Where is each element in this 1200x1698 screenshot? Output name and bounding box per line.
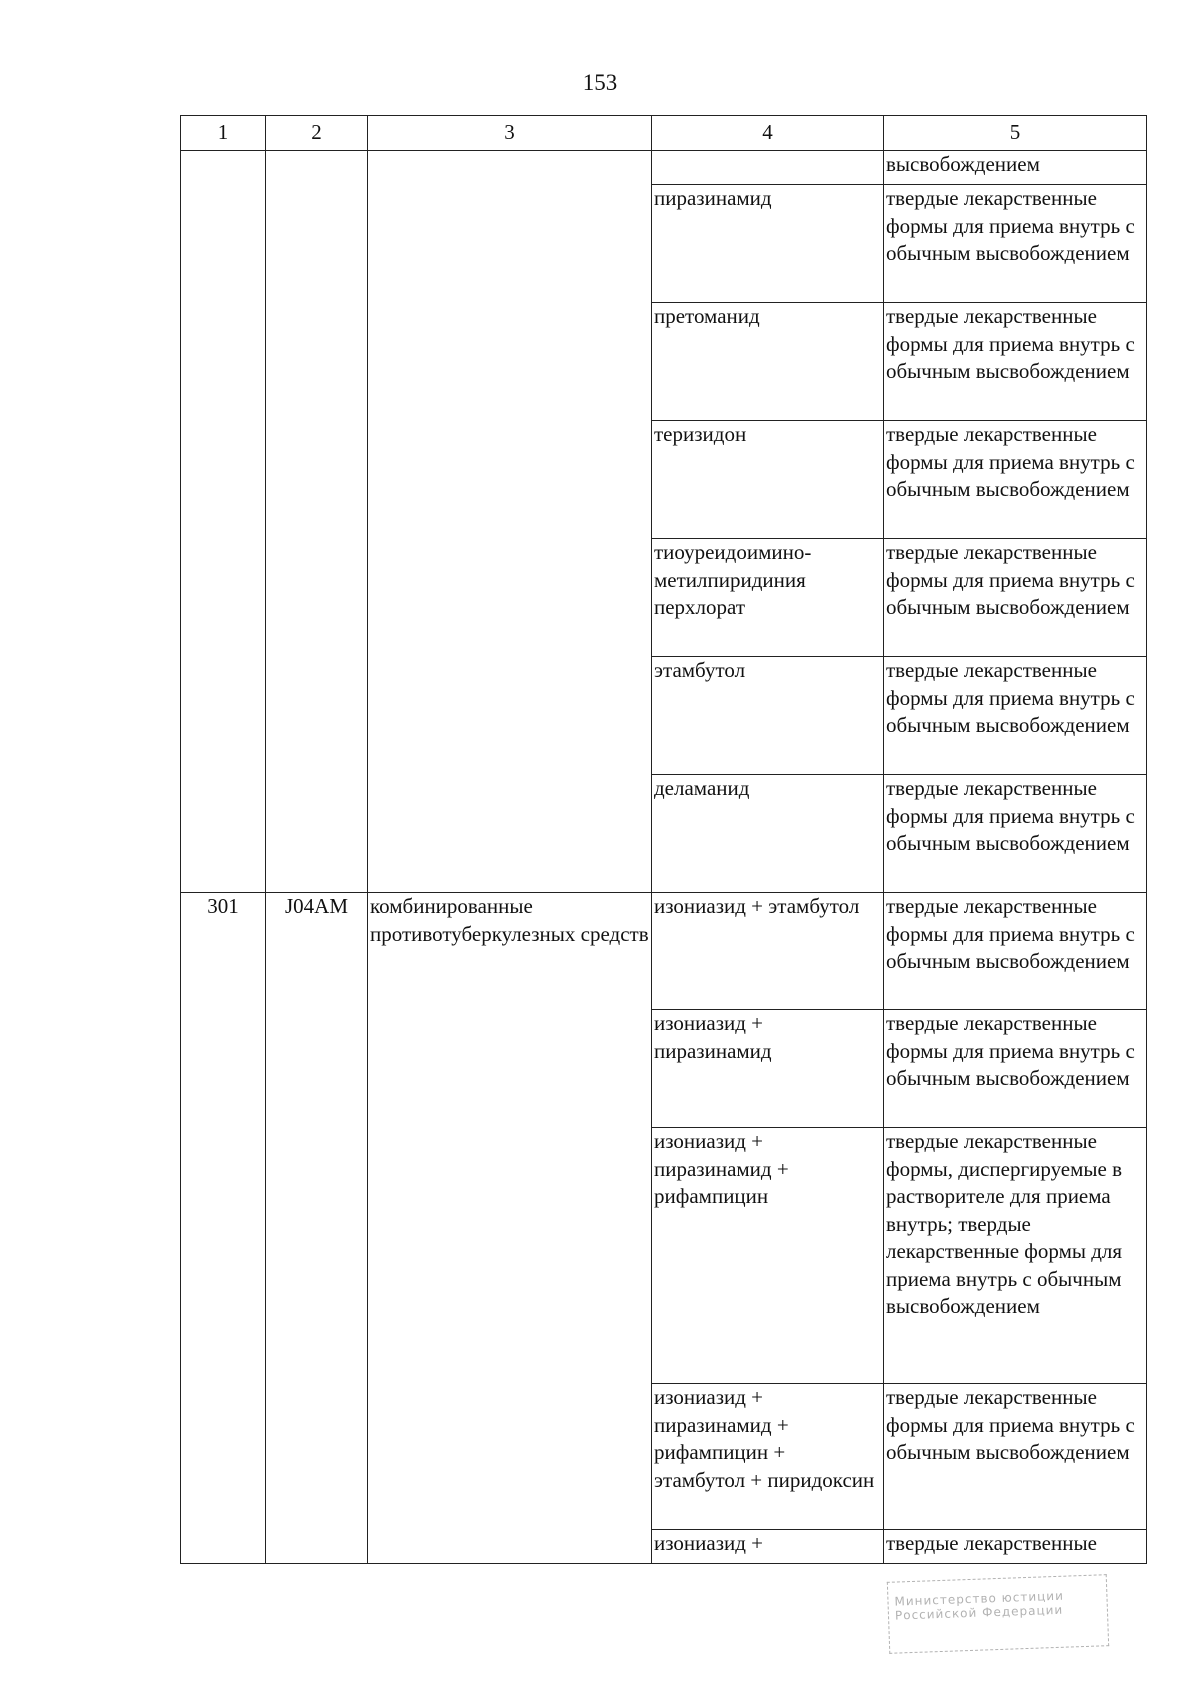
drug-cell — [652, 151, 884, 185]
form-cell: твердые лекарственные формы для приема внутрь с обычным высвобождением — [884, 1384, 1147, 1530]
stamp-line: Российской Федерации — [894, 1602, 1064, 1623]
registration-stamp — [887, 1574, 1109, 1654]
form-cell: твердые лекарственные формы для приема внутрь с обычным высвобождением — [884, 185, 1147, 303]
form-cell: твердые лекарственные формы для приема внутрь с обычным высвобождением — [884, 539, 1147, 657]
form-cell: твердые лекарственные формы для приема внутрь с обычным высвобождением — [884, 303, 1147, 421]
drug-cell: деламанид — [652, 775, 884, 893]
group-name-cell: комбинированные противотуберкулезных средств — [368, 893, 652, 1564]
form-cell: твердые лекарственные формы для приема внутрь с обычным высвобождением — [884, 421, 1147, 539]
atc-code-cell: J04AM — [266, 893, 368, 1564]
cont-num-cell — [181, 151, 266, 893]
page-number: 153 — [582, 70, 618, 95]
cont-code-cell — [266, 151, 368, 893]
table-row — [181, 151, 1147, 185]
form-cell: твердые лекарственные формы, диспергируемые в растворителе для приема внутрь; твердые лекарственные формы для приема внутрь с обычным высвобождением — [884, 1128, 1147, 1384]
drug-cell: пиразинамид — [652, 185, 884, 303]
form-cell: твердые лекарственные формы для приема внутрь с обычным высвобождением — [884, 1010, 1147, 1128]
cont-group-cell — [368, 151, 652, 893]
drug-cell: теризидон — [652, 421, 884, 539]
drug-cell: изониазид + пиразинамид + рифампицин + этамбутол + пиридоксин — [652, 1384, 884, 1530]
form-cell: высвобождением — [884, 151, 1147, 185]
drug-cell: изониазид + этамбутол — [652, 893, 884, 1010]
col-header-4: 4 — [652, 116, 884, 151]
col-header-5: 5 — [884, 116, 1147, 151]
group-num-cell: 301 — [181, 893, 266, 1564]
drug-cell: тиоуреидоимино-метилпиридиния перхлорат — [652, 539, 884, 657]
drug-cell: изониазид + — [652, 1530, 884, 1564]
drug-list-table — [180, 115, 1147, 1564]
col-header-1: 1 — [181, 116, 266, 151]
form-cell: твердые лекарственные формы для приема внутрь с обычным высвобождением — [884, 657, 1147, 775]
drug-cell: изониазид + пиразинамид + рифампицин — [652, 1128, 884, 1384]
drug-cell: претоманид — [652, 303, 884, 421]
column-number-row — [181, 116, 1147, 151]
table-row — [181, 893, 1147, 1010]
form-cell: твердые лекарственные — [884, 1530, 1147, 1564]
col-header-3: 3 — [368, 116, 652, 151]
form-cell: твердые лекарственные формы для приема внутрь с обычным высвобождением — [884, 893, 1147, 1010]
drug-cell: изониазид + пиразинамид — [652, 1010, 884, 1128]
drug-cell: этамбутол — [652, 657, 884, 775]
col-header-2: 2 — [266, 116, 368, 151]
stamp-line: Министерство юстиции — [894, 1588, 1065, 1609]
form-cell: твердые лекарственные формы для приема внутрь с обычным высвобождением — [884, 775, 1147, 893]
